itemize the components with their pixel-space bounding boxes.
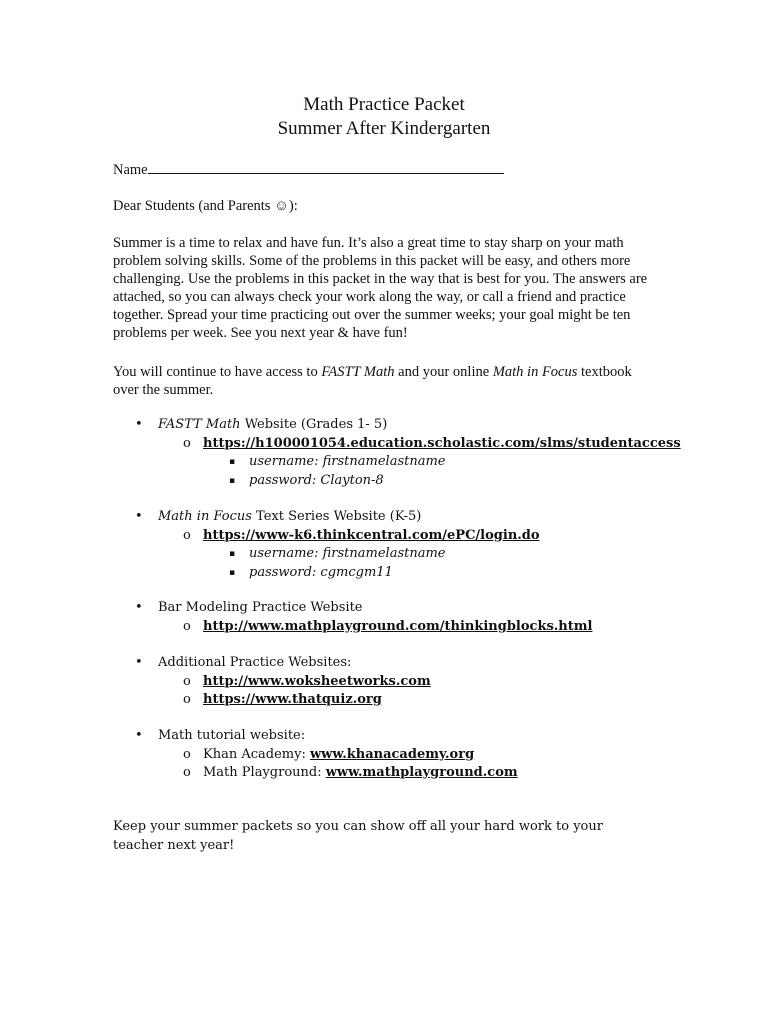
sub-bullet-icon: o — [183, 746, 191, 762]
bar-modeling-title: Bar Modeling Practice Website — [158, 600, 363, 615]
mathplayground-label: Math Playground: — [203, 765, 326, 780]
mathplayground-link[interactable]: www.mathplayground.com — [325, 765, 518, 780]
sub-bullet-icon: o — [183, 618, 191, 634]
bullet-icon: • — [135, 417, 143, 432]
fastt-title-italic: FASTT Math — [158, 417, 241, 432]
access-text-part2: and your online — [394, 364, 493, 380]
additional-practice-title: Additional Practice Websites: — [158, 655, 352, 670]
bullet-icon: • — [135, 655, 143, 670]
square-bullet-icon: ▪ — [229, 475, 236, 486]
bullet-icon: • — [135, 600, 143, 615]
name-blank-line[interactable] — [148, 159, 504, 174]
mathplayground-item — [203, 764, 518, 783]
mif-username: username: firstnamelastname — [249, 546, 446, 561]
bar-modeling-section — [0, 599, 768, 636]
access-text-fastt: FASTT Math — [321, 364, 395, 380]
access-paragraph — [113, 363, 653, 399]
tutorial-section — [0, 727, 768, 783]
bullet-icon: • — [135, 728, 143, 743]
worksheetworks-link[interactable]: http://www.woksheetworks.com — [203, 673, 431, 689]
greeting: Dear Students (and Parents ☺): — [113, 198, 298, 214]
fastt-link[interactable]: https://h100001054.education.scholastic.com/slms/studentaccess — [203, 435, 681, 451]
sub-bullet-icon: o — [183, 765, 191, 780]
khan-label: Khan Academy: — [203, 746, 310, 762]
additional-practice-section — [0, 654, 768, 710]
fastt-password: password: Clayton-8 — [249, 472, 384, 488]
sub-bullet-icon: o — [183, 673, 191, 689]
square-bullet-icon: ▪ — [229, 567, 236, 578]
name-field — [113, 159, 504, 179]
intro-paragraph — [113, 234, 653, 342]
fastt-title-rest: Website (Grades 1- 5) — [240, 417, 388, 432]
khan-item — [203, 746, 474, 765]
mif-section — [0, 508, 768, 582]
khan-link[interactable]: www.khanacademy.org — [309, 746, 475, 762]
sub-bullet-icon: o — [183, 692, 191, 707]
mif-link[interactable]: https://www-k6.thinkcentral.com/ePC/login.do — [203, 527, 540, 543]
bullet-icon: • — [135, 509, 143, 524]
bar-modeling-link[interactable]: http://www.mathplayground.com/thinkingblocks.html — [203, 618, 593, 634]
sub-bullet-icon: o — [183, 435, 191, 451]
mif-title-rest: Text Series Website (K-5) — [251, 509, 422, 524]
sub-bullet-icon: o — [183, 527, 191, 543]
access-text — [113, 363, 653, 399]
title-line-1: Math Practice Packet — [303, 94, 465, 115]
title-line-2: Summer After Kindergarten — [277, 118, 491, 139]
square-bullet-icon: ▪ — [229, 457, 236, 467]
mif-password: password: cgmcgm11 — [249, 564, 393, 580]
thatquiz-link[interactable]: https://www.thatquiz.org — [203, 692, 382, 707]
access-text-part3: textbook over the summer. — [113, 364, 632, 398]
access-text-mif: Math in Focus — [492, 364, 578, 380]
fastt-title — [158, 416, 387, 435]
access-text-part1: You will continue to have access to — [113, 364, 322, 380]
mif-title — [158, 508, 421, 527]
intro-text: Summer is a time to relax and have fun. It’s also a great time to stay sharp on your math problem solving skills. Some of the problems in this packet will be easy, and others more challenging. Use the problems in this packet in the way that is best for you. The answers are attached, so you can always check your work along the way, or call a friend and practice together. Spread your time practicing out over the summer weeks; your goal might be ten problems per week. See you next year & have fun! — [113, 235, 648, 341]
square-bullet-icon: ▪ — [229, 549, 236, 559]
closing-note: Keep your summer packets so you can show off all your hard work to your teacher next year! — [113, 819, 603, 853]
page-title — [0, 93, 768, 141]
name-label: Name — [113, 162, 148, 178]
fastt-username: username: firstnamelastname — [249, 454, 446, 469]
mif-title-italic: Math in Focus — [158, 509, 252, 524]
fastt-section — [0, 416, 768, 490]
tutorial-title: Math tutorial website: — [158, 728, 306, 743]
